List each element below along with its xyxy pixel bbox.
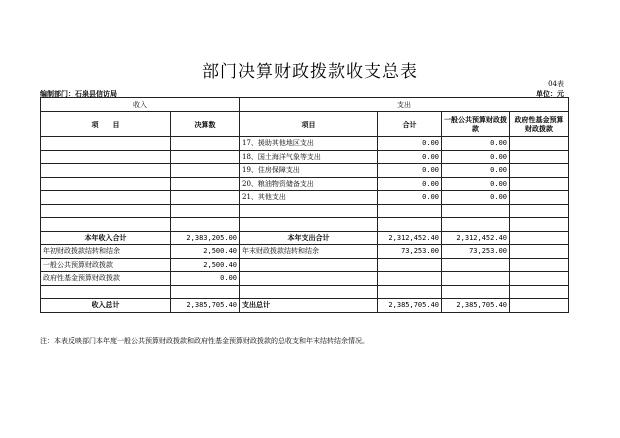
gov-fund-label: 政府性基金预算财政拨款	[41, 272, 171, 286]
expense-item-general: 0.00	[442, 191, 510, 205]
closing-label: 年末财政拨款结转和结余	[240, 245, 378, 259]
table-row	[41, 177, 569, 191]
general-budget-header: 一般公共预算财政拨款	[442, 112, 510, 137]
expense-item-total: 0.00	[378, 191, 442, 205]
expense-item-label: 21、其他支出	[240, 191, 378, 205]
expense-item-total: 0.00	[378, 137, 442, 151]
expense-item-general: 0.00	[442, 150, 510, 164]
expense-grand-value: 2,385,705.40	[378, 299, 442, 313]
expense-item-general: 0.00	[442, 137, 510, 151]
unit-label: 编制部门：石泉县信访局	[40, 89, 117, 98]
expense-header: 支出	[240, 98, 569, 112]
expense-item-header: 项目	[240, 112, 378, 137]
expense-total-value: 2,312,452.40	[378, 231, 442, 245]
expense-grand-general: 2,385,705.40	[442, 299, 510, 313]
expense-item-label: 18、国土海洋气象等支出	[240, 150, 378, 164]
closing-general: 73,253.00	[442, 245, 510, 259]
final-amount-header: 决算数	[171, 112, 240, 137]
gov-fund-header: 政府性基金预算财政拨款	[510, 112, 569, 137]
income-header: 收入	[41, 98, 240, 112]
income-grand-value: 2,385,705.40	[171, 299, 240, 313]
empty-row	[41, 285, 569, 299]
expense-item-label: 20、粮油物资储备支出	[240, 177, 378, 191]
page-title: 部门决算财政拨款收支总表	[202, 62, 418, 82]
opening-label: 年初财政拨款结转和结余	[41, 245, 171, 259]
expense-item-label: 17、援助其他地区支出	[240, 137, 378, 151]
expense-item-label: 19、住房保障支出	[240, 164, 378, 178]
gov-fund-value: 0.00	[171, 272, 240, 286]
grand-total-row	[41, 299, 569, 313]
table-row	[41, 150, 569, 164]
opening-value: 2,500.40	[171, 245, 240, 259]
gov-fund-row	[41, 272, 569, 286]
item-header: 项 目	[41, 112, 171, 137]
expense-total-label: 本年支出合计	[240, 231, 378, 245]
total-header: 合计	[378, 112, 442, 137]
footnote: 注：本表反映部门本年度一般公共预算财政拨款和政府性基金预算财政拨款的总收支和年末结转结余情况。	[40, 337, 369, 345]
table-row	[41, 164, 569, 178]
empty-row	[41, 218, 569, 232]
expense-item-general: 0.00	[442, 177, 510, 191]
currency-label: 单位：元	[536, 89, 564, 98]
form-code: 04表	[548, 80, 564, 88]
expense-item-total: 0.00	[378, 177, 442, 191]
expense-item-general: 0.00	[442, 164, 510, 178]
table-row	[41, 137, 569, 151]
header-row-2	[41, 112, 569, 137]
header-row-1	[41, 98, 569, 112]
finance-table	[40, 97, 569, 313]
income-total-value: 2,383,205.00	[171, 231, 240, 245]
expense-total-general: 2,312,452.40	[442, 231, 510, 245]
general-budget-value: 2,500.40	[171, 258, 240, 272]
closing-value: 73,253.00	[378, 245, 442, 259]
income-total-label: 本年收入合计	[41, 231, 171, 245]
general-budget-label: 一般公共预算财政拨款	[41, 258, 171, 272]
general-budget-row	[41, 258, 569, 272]
expense-item-total: 0.00	[378, 150, 442, 164]
empty-row	[41, 204, 569, 218]
table-row	[41, 191, 569, 205]
annual-total-row	[41, 231, 569, 245]
income-grand-label: 收入总计	[41, 299, 171, 313]
expense-item-total: 0.00	[378, 164, 442, 178]
expense-grand-label: 支出总计	[240, 299, 378, 313]
carryover-row	[41, 245, 569, 259]
